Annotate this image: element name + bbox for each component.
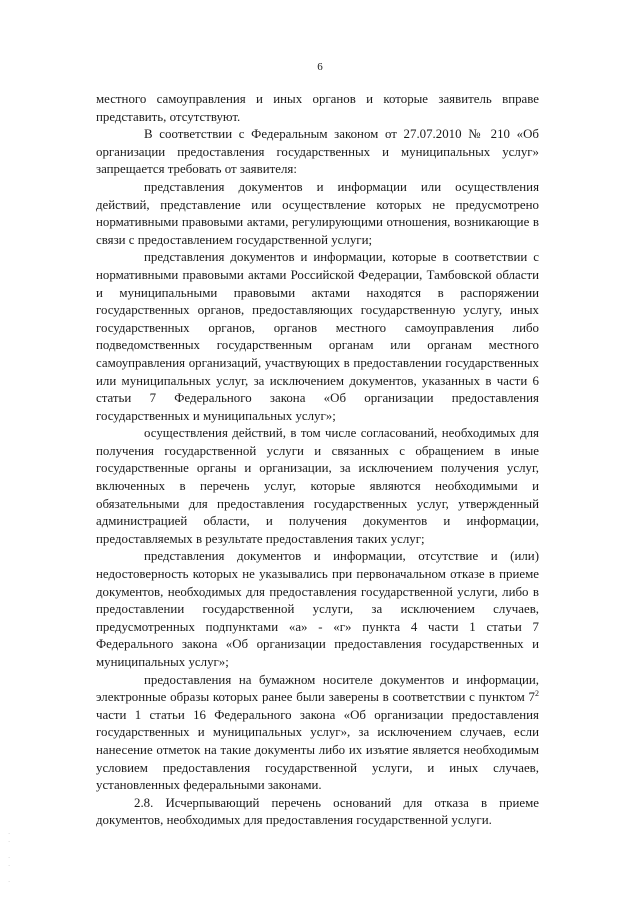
paragraph-prohibition-4: представления документов и информации, отсутствие и (или) недостоверность которых не указывались при первоначальном отказе в приеме документов, необходимых для предоставления государственной услуги, либо в предоставлении государственной услуги, за исключением случаев, предусмотренных подпунктами «а» - «г» пункта 4 части 1 статьи 7 Федерального закона «Об организации предоставления государственных и муниципальных услуг»; bbox=[96, 549, 539, 669]
clause-2-8: 2.8. Исчерпывающий перечень оснований для отказа в приеме документов, необходимых для предоставления государственной услуги. bbox=[96, 795, 539, 828]
paragraph-law-reference: В соответствии с Федеральным законом от 27.07.2010 № 210 «Об организации предоставления государственных и муниципальных услуг» запрещается требовать от заявителя: bbox=[96, 127, 539, 177]
paragraph-continuation: местного самоуправления и иных органов и которые заявитель вправе представить, отсутствуют. bbox=[96, 92, 539, 124]
superscript-index: 2 bbox=[535, 689, 539, 699]
body-text bbox=[96, 91, 539, 830]
paragraph-prohibition-1: представления документов и информации или осуществления действий, представление или осуществление которых не предусмотрено нормативными правовыми актами, регулирующими отношения, возникающие в связи с предоставлением государственной услуги; bbox=[96, 179, 539, 247]
paragraph-prohibition-5-start: предоставления на бумажном носителе документов и информации, электронные образы которых ранее были заверены в соответствии с пунктом 7 bbox=[96, 672, 539, 705]
paragraph-prohibition-3: осуществления действий, в том числе согласований, необходимых для получения государственной услуги и связанных с обращением в иные государственные органы и организации, за исключением получения услуг, включенных в перечень услуг, которые являются необходимыми и обязательными для предоставления государственных услуг, утвержденный администрацией области, и получения документов и информации, предоставляемых в результате предоставления таких услуг; bbox=[96, 426, 539, 546]
paragraph-prohibition-5-end: части 1 статьи 16 Федерального закона «Об организации предоставления государственных и муниципальных услуг», за исключением случаев, если нанесение отметок на такие документы либо их изъятие является необходимым условием предоставления государственной услуги, и иных случаев, установленных федеральными законами. bbox=[96, 707, 539, 793]
page-number: 6 bbox=[317, 61, 323, 73]
paragraph-prohibition-2: представления документов и информации, которые в соответствии с нормативными правовыми актами Российской Федерации, Тамбовской области и муниципальными правовыми актами находятся в распоряжении государственных органов, предоставляющих государственную услугу, иных государственных органов, органов местного самоуправления либо подведомственных государственным органам или органам местного самоуправления организаций, участвующих в предоставлении государственных или муниципальных услуг, за исключением документов, указанных в части 6 статьи 7 Федерального закона «Об организации предоставления государственных и муниципальных услуг»; bbox=[96, 250, 539, 423]
scan-margin-marks: · · · · · bbox=[8, 830, 11, 886]
paragraph-prohibition-5 bbox=[96, 672, 539, 795]
